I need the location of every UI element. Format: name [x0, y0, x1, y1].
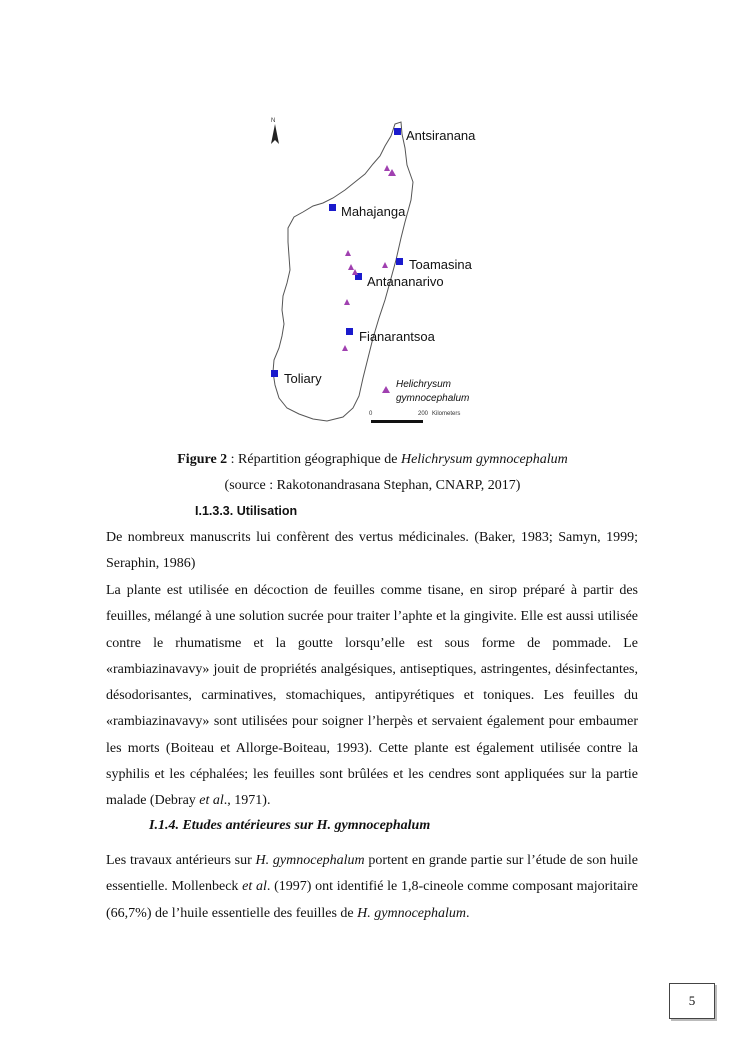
- city-label-antananarivo: Antananarivo: [367, 274, 444, 289]
- paragraph-2-etal: et al: [199, 793, 224, 809]
- city-label-fianarantsoa: Fianarantsoa: [359, 329, 435, 344]
- occurrence-marker: [384, 165, 390, 171]
- city-label-mahajanga: Mahajanga: [341, 204, 406, 219]
- paragraph-3: [106, 848, 638, 927]
- scale-zero: 0: [369, 411, 373, 417]
- paragraph-3-etal: et al: [242, 879, 267, 895]
- madagascar-distribution-map: [255, 110, 510, 435]
- city-label-antsiranana: Antsiranana: [406, 128, 476, 143]
- scale-bar: [371, 420, 423, 423]
- paragraph-2-text: La plante est utilisée en décoction de feuilles comme tisane, en sirop préparé à partir des feuilles, mélangé à une solution sucrée pour traiter l’aphte et la gingivite. Elle est aussi utilisée contre le rhumatisme et la goutte lorsqu’elle est sous forme de pommade. Le «rambiazinavavy» jouit de propriétés analgésiques, antiseptiques, astringentes, désinfectantes, désodorisantes, carminatives, stomachiques, antipyrétiques et toniques. Les feuilles du «rambiazinavavy» sont utilisées pour soigner l’herpès et servaient également pour embaumer les morts (Boiteau et Allorge-Boiteau, 1993). Cette plante est également utilisée contre la syphilis et les céphalées; les feuilles sont brûlées et les cendres sont appliquées sur la partie malade (Debray: [106, 583, 638, 809]
- legend-species-line1: Helichrysum: [396, 379, 452, 390]
- city-marker-mahajanga: [329, 204, 336, 211]
- occurrence-marker: [382, 262, 388, 268]
- section-heading: I.1.4. Etudes antérieures sur H. gymnocephalum: [149, 818, 431, 833]
- page-number: 5: [669, 983, 715, 1019]
- occurrence-markers: [342, 165, 396, 351]
- scale-end: 200: [418, 411, 429, 417]
- city-label-toliary: Toliary: [284, 371, 322, 386]
- paragraph-3-d: .: [466, 905, 470, 921]
- city-marker-antsiranana: [394, 128, 401, 135]
- scale-unit: Kilometers: [432, 411, 461, 417]
- figure-species: Helichrysum gymnocephalum: [400, 452, 568, 467]
- city-label-toamasina: Toamasina: [409, 257, 472, 272]
- north-label: N: [271, 118, 276, 124]
- paragraph-3-a: Les travaux antérieurs sur: [106, 853, 256, 868]
- paragraph-3-species: H. gymnocephalum: [255, 853, 365, 868]
- paragraph-2: [106, 578, 638, 815]
- paragraph-1: De nombreux manuscrits lui confèrent des vertus médicinales. (Baker, 1983; Samyn, 1999; Seraphin, 1986): [106, 530, 638, 572]
- occurrence-marker: [344, 299, 350, 305]
- city-marker-toliary: [271, 370, 278, 377]
- subsection-heading: I.1.3.3. Utilisation: [195, 504, 298, 518]
- figure-caption: [0, 452, 745, 468]
- north-arrow-icon: [271, 118, 279, 144]
- city-marker-fianarantsoa: [346, 328, 353, 335]
- paragraph-3-species-2: H. gymnocephalum: [357, 905, 467, 921]
- figure-text: : Répartition géographique de: [227, 452, 401, 467]
- figure-source: (source : Rakotonandrasana Stephan, CNARP, 2017): [224, 478, 521, 493]
- legend-triangle-icon: [382, 386, 390, 393]
- legend-species-line2: gymnocephalum: [396, 393, 470, 404]
- figure-label: Figure 2: [177, 452, 228, 467]
- occurrence-marker: [348, 264, 354, 270]
- paragraph-3-b: portent en grande partie sur l’étude de son huile essentielle. Mollenbeck: [106, 853, 638, 895]
- paragraph-2-end: ., 1971).: [223, 793, 271, 809]
- city-marker-toamasina: [396, 258, 403, 265]
- occurrence-marker: [345, 250, 351, 256]
- paragraph-3-c: . (1997) ont identifié le 1,8-cineole comme composant majoritaire (66,7%) de l’huile essentielle des feuilles de: [106, 879, 639, 921]
- occurrence-marker: [342, 345, 348, 351]
